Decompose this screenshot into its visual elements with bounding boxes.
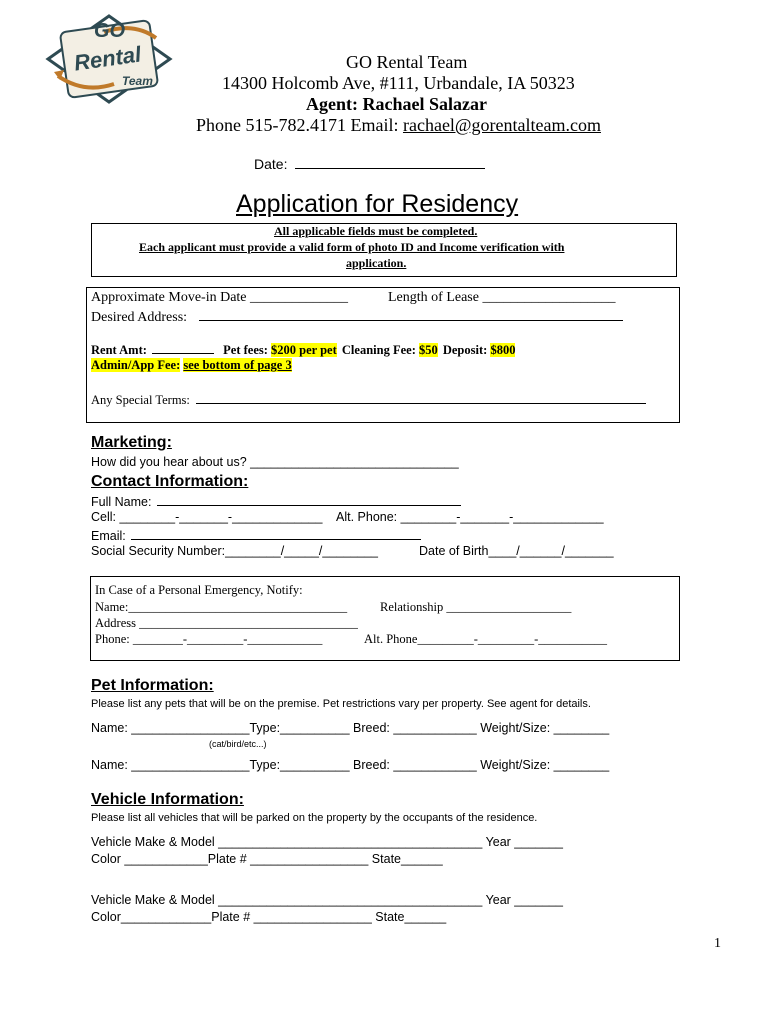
agent-name: Agent: Rachael Salazar	[306, 94, 487, 114]
special-terms-label: Any Special Terms:	[91, 393, 190, 407]
rent-amt-input[interactable]	[152, 341, 214, 354]
deposit-value: $800	[490, 343, 516, 357]
company-name: GO Rental Team	[346, 52, 468, 72]
hear-about-us-field[interactable]: How did you hear about us? ______________________________	[91, 455, 459, 469]
special-terms-input[interactable]	[196, 391, 646, 404]
pet-row-2[interactable]: Name: _________________Type:__________ Breed: ____________ Weight/Size: ________	[91, 758, 610, 772]
email-input[interactable]	[131, 527, 421, 540]
rent-amt-label: Rent Amt:	[91, 343, 147, 357]
vehicle-instructions: Please list all vehicles that will be parked on the property by the occupants of the residence.	[91, 812, 538, 824]
marketing-heading: Marketing:	[91, 434, 172, 451]
page-number: 1	[714, 936, 721, 951]
cell-phone-field[interactable]: Cell: ________-_______-_____________	[91, 510, 323, 524]
vehicle-1-make-model[interactable]: Vehicle Make & Model ______________________________________ Year _______	[91, 835, 563, 849]
pet-fees-label: Pet fees:	[223, 343, 268, 357]
vehicle-2-color-plate[interactable]: Color_____________Plate # _________________ State______	[91, 910, 447, 924]
full-name-label: Full Name:	[91, 495, 152, 509]
full-name-input[interactable]	[157, 493, 461, 506]
notice-line-3: application.	[346, 256, 407, 270]
emergency-alt-phone-field[interactable]: Alt. Phone_________-_________-___________	[364, 632, 608, 646]
deposit-label: Deposit:	[442, 343, 488, 357]
logo-rental-text: Rental	[72, 41, 143, 76]
logo-go-text: GO	[94, 20, 126, 42]
email-label: Email:	[91, 529, 126, 543]
desired-address-input[interactable]	[199, 308, 623, 321]
page-title: Application for Residency	[236, 190, 519, 218]
admin-fee-label: Admin/App Fee:	[91, 358, 181, 372]
logo-team-text: Team	[122, 74, 153, 88]
fees-row	[91, 341, 515, 358]
pet-instructions: Please list any pets that will be on the premise. Pet restrictions vary per property. See agent for details.	[91, 698, 591, 710]
alt-phone-field[interactable]: Alt. Phone: ________-_______-_____________	[336, 510, 604, 524]
date-field	[254, 156, 485, 172]
move-in-date-field[interactable]: Approximate Move-in Date ______________	[91, 290, 349, 305]
contact-line	[196, 115, 601, 136]
pet-row-1[interactable]: Name: _________________Type:__________ Breed: ____________ Weight/Size: ________	[91, 721, 610, 735]
emergency-address-field[interactable]: Address ___________________________________	[95, 616, 358, 630]
lease-length-field[interactable]: Length of Lease ___________________	[388, 290, 616, 305]
date-label: Date:	[254, 156, 288, 172]
admin-fee-value[interactable]: see bottom of page 3	[183, 358, 292, 372]
email-row	[91, 527, 421, 543]
desired-address-row	[91, 308, 623, 326]
cleaning-fee-value: $50	[418, 343, 438, 357]
pet-heading: Pet Information:	[91, 677, 214, 694]
special-terms-row	[91, 391, 646, 408]
desired-address-label: Desired Address:	[91, 310, 188, 325]
phone-email-label: Phone 515-782.4171 Email:	[196, 115, 403, 135]
pet-fees-value: $200 per pet	[271, 343, 337, 357]
full-name-row	[91, 493, 461, 509]
notice-line-1: All applicable fields must be completed.	[274, 224, 478, 238]
email-link[interactable]: rachael@gorentalteam.com	[402, 115, 601, 135]
vehicle-1-color-plate[interactable]: Color ____________Plate # _________________ State______	[91, 852, 443, 866]
company-logo	[44, 14, 174, 104]
admin-fee-row	[91, 358, 292, 373]
emergency-heading: In Case of a Personal Emergency, Notify:	[95, 583, 303, 597]
date-input[interactable]	[295, 156, 485, 169]
pet-type-hint: (cat/bird/etc...)	[209, 739, 267, 749]
contact-heading: Contact Information:	[91, 473, 249, 490]
cleaning-fee-label: Cleaning Fee:	[341, 343, 416, 357]
notice-line-2: Each applicant must provide a valid form of photo ID and Income verification with	[139, 240, 565, 254]
vehicle-2-make-model[interactable]: Vehicle Make & Model ______________________________________ Year _______	[91, 893, 563, 907]
emergency-name-field[interactable]: Name:___________________________________	[95, 600, 348, 614]
dob-field[interactable]: Date of Birth____/______/_______	[419, 544, 614, 558]
ssn-field[interactable]: Social Security Number:________/_____/________	[91, 544, 379, 558]
emergency-relationship-field[interactable]: Relationship ____________________	[380, 600, 572, 614]
company-address: 14300 Holcomb Ave, #111, Urbandale, IA 50323	[222, 73, 575, 93]
emergency-phone-field[interactable]: Phone: ________-_________-____________	[95, 632, 323, 646]
vehicle-heading: Vehicle Information:	[91, 791, 244, 808]
